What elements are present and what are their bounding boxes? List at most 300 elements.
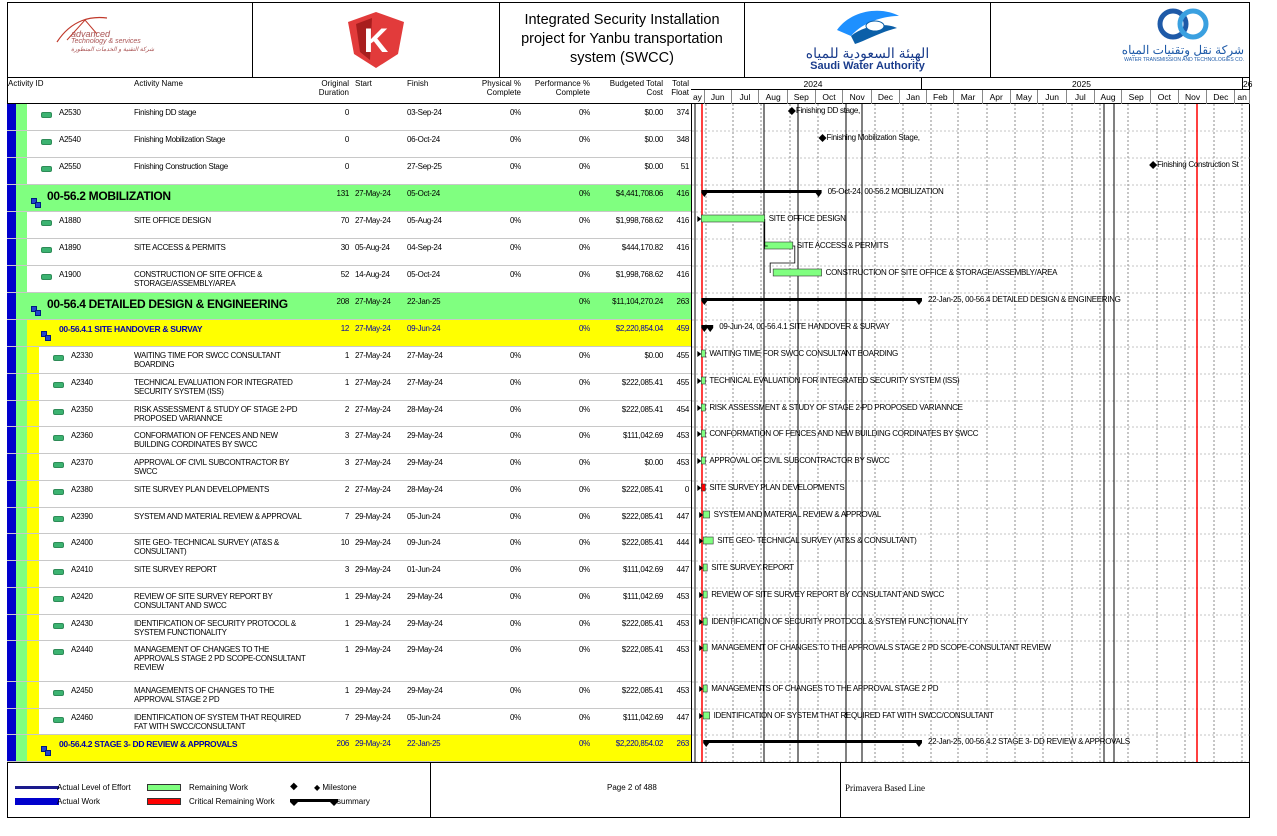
legend-milestone: ◆ Milestone [314,783,357,792]
wtt-logo [991,2,1250,77]
row-indent-band [16,481,27,507]
month-label: Oct [816,90,844,104]
legend-footer [7,762,1250,818]
total-float: 459 [676,324,689,333]
original-duration: 1 [344,351,349,360]
month-label: Aug [759,90,788,104]
finish-date: 29-May-24 [407,645,443,654]
col-orig-dur-line2: Duration [318,88,349,97]
activity-row[interactable] [7,454,691,481]
performance-complete: 0% [579,485,590,494]
budgeted-cost: $111,042.69 [622,713,663,722]
summary-bar [701,325,713,332]
performance-complete: 0% [579,512,590,521]
row-indent-band [27,454,39,480]
row-indent-band [27,561,39,587]
row-indent-band [7,239,16,265]
activity-row[interactable] [7,374,691,401]
original-duration: 1 [344,619,349,628]
start-date: 29-May-24 [355,739,391,748]
original-duration: 0 [344,135,349,144]
start-date: 27-May-24 [355,431,391,440]
gantt-bar-label: Finishing Construction St [1157,160,1239,169]
activity-id: A2360 [71,431,93,440]
gantt-bar-label: SITE OFFICE DESIGN [768,214,846,223]
finish-date: 05-Aug-24 [407,216,442,225]
relationship-arrow [697,458,701,464]
start-date: 05-Aug-24 [355,243,390,252]
activity-name: RISK ASSESSMENT & STUDY OF STAGE 2-PD PROPOSED VARIANNCE [134,405,298,423]
original-duration: 7 [344,713,349,722]
wbs-title: 00-56.4.2 STAGE 3- DD REVIEW & APPROVALS [59,739,238,749]
month-label: ay [691,90,705,104]
gantt-bar-label: SITE SURVEY PLAN DEVELOPMENTS [709,483,845,492]
legend-actual-work-swatch [15,798,59,805]
row-indent-band [27,615,39,640]
row-indent-band [16,735,27,761]
timescale-years [691,78,1253,90]
finish-date: 06-Oct-24 [407,135,440,144]
k-logo-letter: K [363,21,389,60]
summary-bar [701,190,821,197]
original-duration: 3 [344,458,349,467]
activity-bar-icon [53,542,64,548]
original-duration: 3 [344,431,349,440]
physical-complete: 0% [510,592,521,601]
budgeted-cost: $222,085.41 [621,512,663,521]
physical-complete: 0% [510,565,521,574]
activity-bar-icon [53,717,64,723]
row-indent-band [27,347,39,373]
activity-name: IDENTIFICATION OF SYSTEM THAT REQUIRED FAT WITH SWCC/CONSULTANT [134,713,301,731]
month-label: Sep [1122,90,1151,104]
col-physical-line1: Physical % [481,79,521,88]
activity-row[interactable] [7,347,691,374]
row-indent-band [7,320,16,346]
original-duration: 2 [344,405,349,414]
col-start[interactable]: Start [355,79,372,88]
start-date: 14-Aug-24 [355,270,390,279]
finish-date: 27-Sep-25 [407,162,442,171]
remaining-bar [703,537,713,544]
performance-complete: 0% [579,739,590,748]
performance-complete: 0% [579,189,590,198]
activity-bar-icon [41,247,52,253]
activity-row[interactable] [7,212,691,239]
total-float: 374 [676,108,689,117]
activity-name: SITE SURVEY REPORT [134,565,217,574]
total-float: 453 [676,619,689,628]
remaining-bar [701,350,705,357]
activity-id: A2540 [59,135,81,144]
critical-bar [701,484,705,491]
swa-logo [745,2,991,77]
row-indent-band [7,481,16,507]
total-float: 453 [676,592,689,601]
legend-milestone-diamond-icon: ◆ [290,781,298,792]
col-original-duration[interactable] [305,79,349,97]
activity-id: A2460 [71,713,93,722]
performance-complete: 0% [579,565,590,574]
activity-id: A2550 [59,162,81,171]
activity-row[interactable] [7,158,691,185]
activity-row[interactable] [7,131,691,158]
activity-row[interactable] [7,239,691,266]
summary-bar [703,740,922,747]
physical-complete: 0% [510,108,521,117]
legend-actual-work: Actual Work [57,797,100,806]
activity-row[interactable] [7,534,691,561]
row-indent-band [16,427,27,453]
finish-date: 28-May-24 [407,485,443,494]
total-float: 453 [676,458,689,467]
baseline-label: Primavera Based Line [845,783,925,793]
row-indent-band [16,212,27,238]
row-indent-band [27,401,39,426]
gantt-bar-label: SITE SURVEY REPORT [711,563,794,572]
total-float: 454 [676,405,689,414]
row-indent-band [7,588,16,614]
month-label: Aug [1095,90,1123,104]
activity-name: Finishing Mobilization Stage [134,135,226,144]
start-date: 27-May-24 [355,405,391,414]
original-duration: 1 [344,645,349,654]
row-indent-band [16,320,27,346]
activity-row[interactable] [7,401,691,427]
relationship-arrow [697,378,701,384]
activity-row[interactable] [7,104,691,131]
performance-complete: 0% [579,297,590,306]
col-total-float[interactable] [667,79,689,97]
activity-bar-icon [53,435,64,441]
activity-name: MANAGEMENTS OF CHANGES TO THE APPROVAL STAGE 2 PD [134,686,275,704]
physical-complete: 0% [510,378,521,387]
total-float: 455 [676,378,689,387]
start-date: 27-May-24 [355,378,391,387]
col-physical[interactable] [457,79,521,97]
remaining-bar [773,269,821,276]
gantt-bar-label: RISK ASSESSMENT & STUDY OF STAGE 2-PD PROPOSED VARIANNCE [709,403,963,412]
month-label: Jun [705,90,732,104]
finish-date: 22-Jan-25 [407,739,441,748]
activity-bar-icon [53,489,64,495]
activity-row[interactable] [7,266,691,293]
budgeted-cost: $2,220,854.04 [615,324,663,333]
budgeted-cost: $222,085.41 [621,538,663,547]
row-indent-band [16,508,27,533]
activity-name: IDENTIFICATION OF SECURITY PROTOCOL & SYSTEM FUNCTIONALITY [134,619,296,637]
start-date: 29-May-24 [355,619,391,628]
start-date: 27-May-24 [355,216,391,225]
finish-date: 05-Jun-24 [407,512,441,521]
col-activity-name[interactable]: Activity Name [134,79,183,88]
year-label: 2024 [803,79,823,89]
performance-complete: 0% [579,162,590,171]
physical-complete: 0% [510,538,521,547]
total-float: 263 [676,739,689,748]
activity-row[interactable] [7,641,691,682]
finish-date: 28-May-24 [407,405,443,414]
start-date: 29-May-24 [355,592,391,601]
swa-emblem-icon [833,6,903,46]
month-label: Nov [843,90,872,104]
legend-milestone-label: Milestone [322,783,357,792]
total-float: 416 [676,270,689,279]
wtt-arabic: شركة نقل وتقنيات المياه [1121,43,1244,57]
activity-id: A1880 [59,216,81,225]
col-budget-line2: Cost [646,88,663,97]
col-finish[interactable]: Finish [407,79,429,88]
total-float: 348 [676,135,689,144]
finish-date: 09-Jun-24 [407,538,441,547]
wbs-row[interactable] [7,320,691,347]
k-shield-icon [344,10,408,70]
activity-bar-icon [53,690,64,696]
activity-row[interactable] [7,561,691,588]
performance-complete: 0% [579,108,590,117]
activity-id: A2340 [71,378,93,387]
activity-id: A2530 [59,108,81,117]
row-indent-band [7,735,16,761]
remaining-bar [765,242,793,249]
k-logo [253,2,500,77]
total-float: 51 [680,162,689,171]
original-duration: 52 [340,270,349,279]
remaining-bar [701,457,705,464]
wbs-title: 00-56.4.1 SITE HANDOVER & SURVAY [59,324,203,334]
row-indent-band [16,104,27,130]
original-duration: 208 [336,297,349,306]
milestone-diamond [819,134,827,142]
row-indent-band [7,508,16,533]
budgeted-cost: $111,042.69 [622,565,663,574]
total-float: 0 [684,485,689,494]
original-duration: 7 [344,512,349,521]
gantt-chart [691,104,1250,762]
performance-complete: 0% [579,243,590,252]
total-float: 416 [676,189,689,198]
budgeted-cost: $4,441,708.06 [615,189,663,198]
budgeted-cost: $11,104,270.24 [612,297,663,306]
row-indent-band [27,374,39,400]
col-performance[interactable] [523,79,590,97]
total-float: 447 [676,512,689,521]
start-date: 29-May-24 [355,645,391,654]
month-label: Apr [983,90,1011,104]
activity-bar-icon [41,139,52,145]
gantt-bar-label: MANAGEMENT OF CHANGES TO THE APPROVALS STAGE 2 PD SCOPE-CONSULTANT REVIEW [711,643,1051,652]
finish-date: 29-May-24 [407,431,443,440]
wbs-node-icon [31,306,41,316]
row-indent-band [27,427,39,453]
activity-row[interactable] [7,615,691,641]
legend-critical-remaining: Critical Remaining Work [189,797,275,806]
row-indent-band [7,615,16,640]
budgeted-cost: $0.00 [644,108,663,117]
row-indent-band [7,454,16,480]
relationship-arrow [697,216,701,222]
col-activity-id[interactable]: Activity ID [8,79,44,88]
gantt-bar-label: TECHNICAL EVALUATION FOR INTEGRATED SECURITY SYSTEM (ISS) [709,376,960,385]
physical-complete: 0% [510,405,521,414]
month-label: Jul [732,90,760,104]
remaining-bar [701,404,705,411]
col-float-line1: Total [672,79,689,88]
finish-date: 05-Jun-24 [407,713,441,722]
row-indent-band [7,682,16,708]
gantt-bar-label: IDENTIFICATION OF SYSTEM THAT REQUIRED FAT WITH SWCC/CONSULTANT [713,711,994,720]
physical-complete: 0% [510,243,521,252]
activity-row[interactable] [7,588,691,615]
wbs-row[interactable] [7,185,691,212]
total-float: 453 [676,431,689,440]
total-float: 447 [676,565,689,574]
activity-bar-icon [53,382,64,388]
row-indent-band [16,682,27,708]
row-indent-band [27,709,39,734]
activity-bar-icon [41,166,52,172]
activity-name: Finishing Construction Stage [134,162,228,171]
activity-row[interactable] [7,508,691,534]
activity-bar-icon [53,596,64,602]
activity-id: A2390 [71,512,93,521]
budgeted-cost: $1,998,768.62 [615,270,663,279]
finish-date: 04-Sep-24 [407,243,442,252]
budgeted-cost: $1,998,768.62 [615,216,663,225]
remaining-bar [703,685,707,692]
performance-complete: 0% [579,458,590,467]
budgeted-cost: $0.00 [644,135,663,144]
activity-name: MANAGEMENT OF CHANGES TO THE APPROVALS STAGE 2 PD SCOPE-CONSULTANT REVIEW [134,645,306,672]
activity-bar-icon [53,623,64,629]
performance-complete: 0% [579,324,590,333]
budgeted-cost: $444,170.82 [621,243,663,252]
activity-bar-icon [53,569,64,575]
activity-row[interactable] [7,427,691,454]
activity-bar-icon [53,516,64,522]
activity-name: TECHNICAL EVALUATION FOR INTEGRATED SECURITY SYSTEM (ISS) [134,378,293,396]
activity-id: A2440 [71,645,93,654]
finish-date: 22-Jan-25 [407,297,441,306]
row-indent-band [16,239,27,265]
wbs-node-icon [41,331,51,341]
wtt-english: WATER TRANSMISSION AND TECHNOLOGIES CO. [1124,57,1244,63]
original-duration: 0 [344,162,349,171]
row-indent-band [7,266,16,292]
physical-complete: 0% [510,713,521,722]
budgeted-cost: $222,085.41 [621,485,663,494]
month-label: Nov [1179,90,1208,104]
start-date: 27-May-24 [355,351,391,360]
relationship-arrow [697,351,701,357]
finish-date: 27-May-24 [407,378,443,387]
gantt-bar-label: REVIEW OF SITE SURVEY REPORT BY CONSULTANT AND SWCC [711,590,945,599]
performance-complete: 0% [579,592,590,601]
row-indent-band [16,709,27,734]
activity-id: A2400 [71,538,93,547]
row-indent-band [7,347,16,373]
budgeted-cost: $222,085.41 [621,378,663,387]
budgeted-cost: $2,220,854.02 [615,739,663,748]
col-perf-line1: Performance % [534,79,590,88]
budgeted-cost: $222,085.41 [621,686,663,695]
row-indent-band [7,104,16,130]
performance-complete: 0% [579,351,590,360]
physical-complete: 0% [510,135,521,144]
physical-complete: 0% [510,351,521,360]
row-indent-band [16,534,27,560]
start-date: 29-May-24 [355,713,391,722]
activity-id: A2430 [71,619,93,628]
performance-complete: 0% [579,216,590,225]
month-label: Jul [1067,90,1095,104]
activity-id: A2450 [71,686,93,695]
remaining-bar [701,430,705,437]
remaining-bar [703,511,709,518]
month-label: Jan [900,90,928,104]
physical-complete: 0% [510,162,521,171]
activity-bar-icon [53,462,64,468]
finish-date: 27-May-24 [407,351,443,360]
month-label: Jun [1038,90,1067,104]
wbs-row[interactable] [7,735,691,762]
gantt-bar-label: SITE ACCESS & PERMITS [796,241,889,250]
activity-name: REVIEW OF SITE SURVEY REPORT BY CONSULTANT AND SWCC [134,592,273,610]
gantt-bar-label: 22-Jan-25, 00-56.4 DETAILED DESIGN & ENGINEERING [927,295,1121,304]
finish-date: 01-Jun-24 [407,565,441,574]
physical-complete: 0% [510,645,521,654]
legend-critical-swatch [147,798,181,805]
budgeted-cost: $0.00 [644,458,663,467]
year-label: 2025 [921,78,1241,90]
activity-row[interactable] [7,682,691,709]
finish-date: 03-Sep-24 [407,108,442,117]
col-budget[interactable] [593,79,663,97]
total-float: 447 [676,713,689,722]
row-indent-band [27,481,39,507]
activity-bar-icon [53,409,64,415]
col-physical-line2: Complete [486,88,521,97]
row-indent-band [27,682,39,708]
activity-name: CONFORMATION OF FENCES AND NEW BUILDING CORDINATES BY SWCC [134,431,278,449]
gantt-bar-label: SYSTEM AND MATERIAL REVIEW & APPROVAL [713,510,882,519]
wbs-node-icon [41,746,51,756]
performance-complete: 0% [579,713,590,722]
activity-row[interactable] [7,481,691,508]
physical-complete: 0% [510,619,521,628]
row-indent-band [7,709,16,734]
activity-name: WAITING TIME FOR SWCC CONSULTANT BOARDING [134,351,281,369]
activity-row[interactable] [7,709,691,735]
remaining-bar [703,564,707,571]
activity-bar-icon [41,112,52,118]
remaining-bar [701,377,705,384]
gantt-bar-label: IDENTIFICATION OF SECURITY PROTOCOL & SYSTEM FUNCTIONALITY [711,617,968,626]
activity-id: A1900 [59,270,81,279]
gantt-bar-label: CONFORMATION OF FENCES AND NEW BUILDING CORDINATES BY SWCC [709,429,979,438]
performance-complete: 0% [579,135,590,144]
budgeted-cost: $0.00 [644,162,663,171]
row-indent-band [16,131,27,157]
project-title-cell [500,2,745,77]
remaining-bar [703,712,709,719]
remaining-bar [703,644,707,651]
wbs-row[interactable] [7,293,691,320]
original-duration: 70 [340,216,349,225]
physical-complete: 0% [510,270,521,279]
row-indent-band [7,185,16,211]
activity-id: A2410 [71,565,93,574]
